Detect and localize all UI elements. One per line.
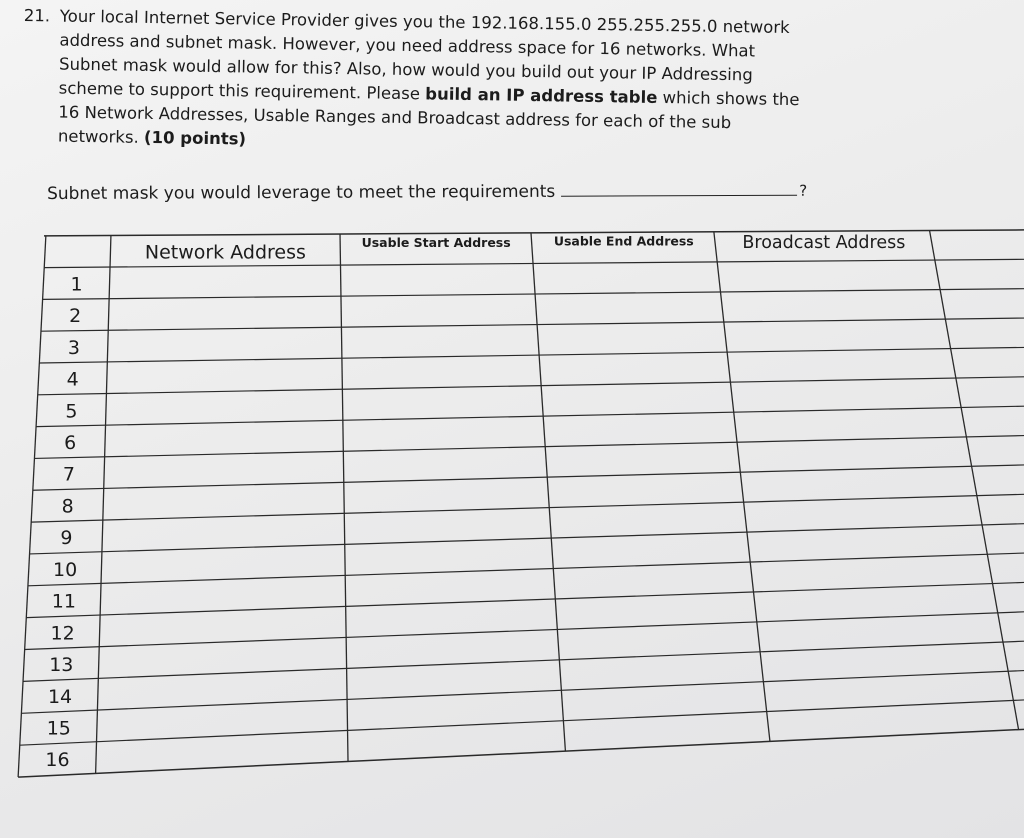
question-number: 21. — [23, 5, 51, 26]
row-number: 9 — [60, 527, 73, 550]
table-column-rule — [531, 233, 565, 751]
row-number: 11 — [51, 590, 76, 613]
row-number: 1 — [70, 273, 83, 296]
table-column-rule — [340, 234, 348, 761]
question-line-2: address and subnet mask. However, you need address space for 16 networks. What — [59, 30, 756, 61]
table-row-rule — [31, 494, 1024, 522]
row-number: 15 — [46, 717, 71, 740]
question-line-6: networks. (10 points) — [57, 126, 247, 149]
subnet-mask-label: Subnet mask you would leverage to meet the requirements — [47, 181, 556, 204]
subnet-mask-question-mark: ? — [799, 181, 808, 200]
table-row-rule — [43, 289, 1024, 300]
table-row-rule — [36, 406, 1024, 426]
row-number: 10 — [53, 558, 78, 581]
table-row-rule — [25, 612, 1024, 650]
row-number: 5 — [65, 400, 78, 423]
row-number: 4 — [66, 368, 79, 391]
question-line-5: 16 Network Addresses, Usable Ranges and Broadcast address for each of the sub — [58, 102, 732, 133]
row-number: 7 — [62, 463, 75, 486]
row-number: 3 — [67, 336, 81, 359]
points-label: (10 points) — [143, 127, 247, 149]
row-number: 16 — [45, 749, 70, 772]
column-header-1: Network Address — [144, 241, 306, 264]
table-row-rule — [28, 553, 1024, 586]
column-header-2: Usable Start Address — [361, 234, 511, 250]
question-line-3: Subnet mask would allow for this? Also, how would you build out your IP Addressing — [58, 54, 753, 85]
question-line-4: scheme to support this requirement. Please build an IP address table which shows the — [58, 78, 800, 110]
row-number: 8 — [61, 495, 74, 518]
table-row-rule — [38, 377, 1024, 395]
table-row-rule — [33, 465, 1024, 490]
row-number: 2 — [69, 305, 82, 328]
table-row-rule — [23, 641, 1024, 681]
row-number: 13 — [49, 654, 74, 677]
table-column-rule — [930, 230, 1019, 729]
row-number: 12 — [50, 622, 75, 645]
table-row-rule — [26, 582, 1024, 617]
table-row-rule — [39, 347, 1024, 363]
table-row-rule — [30, 524, 1024, 554]
table-column-rule — [96, 235, 111, 773]
column-header-4: Broadcast Address — [742, 233, 906, 254]
column-header-3: Usable End Address — [553, 233, 694, 249]
row-number: 14 — [47, 685, 73, 708]
table-row-rule — [41, 318, 1024, 331]
table-column-rule — [714, 232, 770, 742]
table-row-rule — [34, 436, 1024, 459]
question-line-1: 21. Your local Internet Service Provider gives you the 192.168.155.0 255.255.255.0 network — [23, 5, 790, 38]
table-row-rule — [18, 729, 1024, 777]
row-number: 6 — [64, 431, 77, 454]
table-column-rule — [18, 236, 46, 777]
bold-instruction: build an IP address table — [425, 84, 658, 107]
